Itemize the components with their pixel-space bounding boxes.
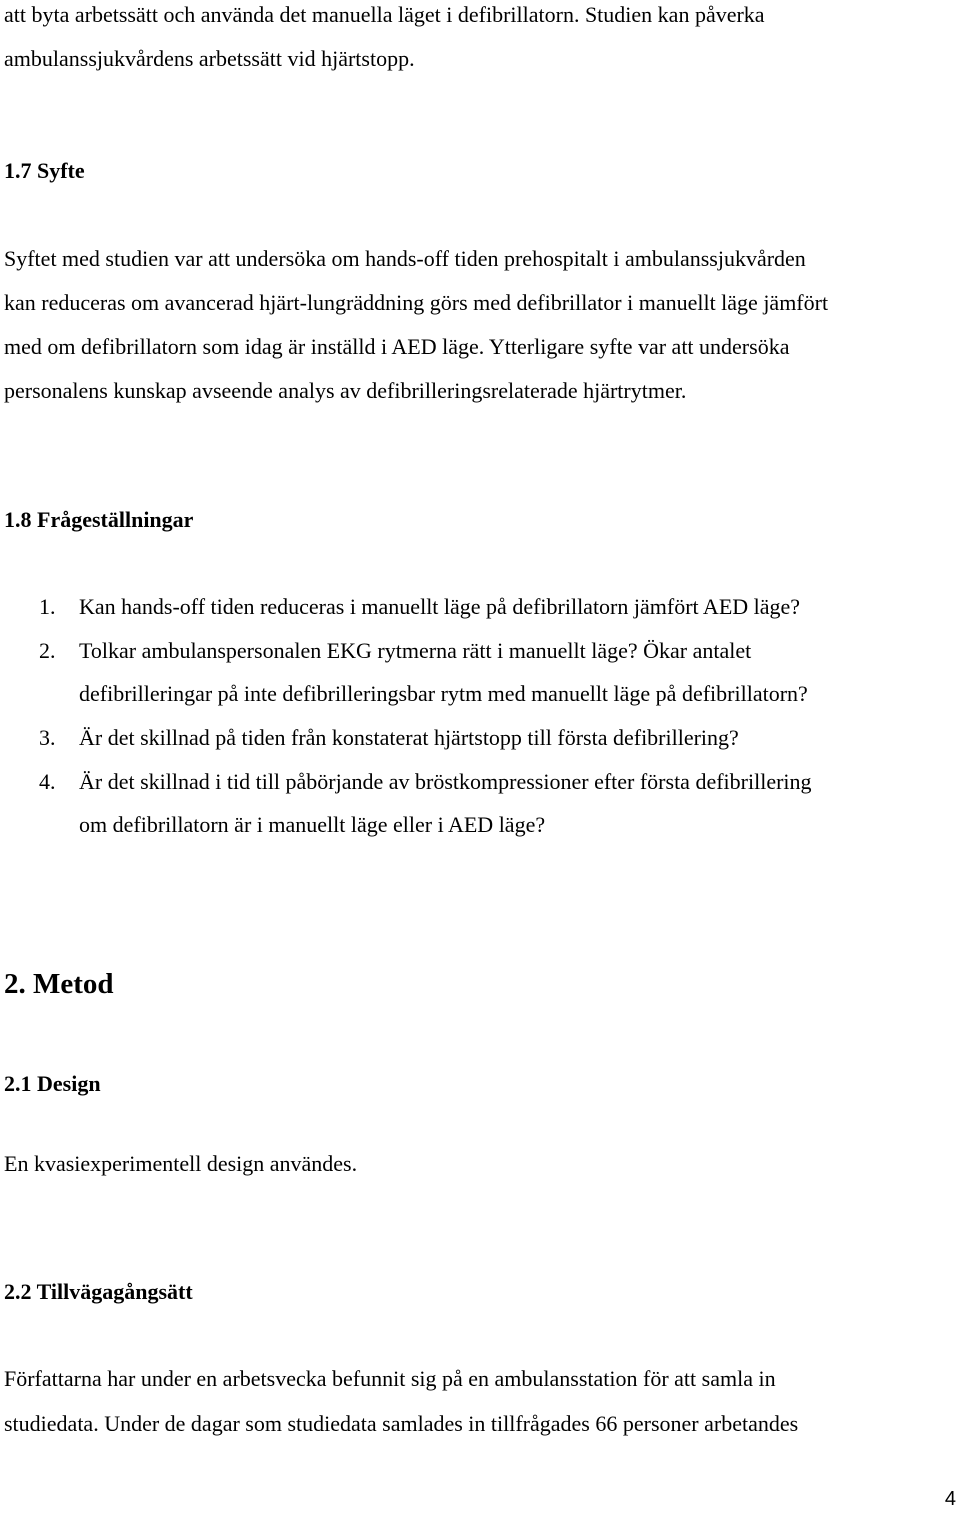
section-heading-syfte: 1.7 Syfte [4, 158, 85, 183]
section-heading-tillvagagangssatt: 2.2 Tillvägagångsätt [4, 1279, 193, 1304]
list-item-number: 3. [39, 725, 56, 750]
list-item-number: 4. [39, 769, 56, 794]
design-text: En kvasiexperimentell design användes. [4, 1151, 358, 1176]
tillvagagangssatt-line-2: studiedata. Under de dagar som studiedata samlades in tillfrågades 66 personer arbetandes [4, 1411, 799, 1436]
section-heading-fragestallningar: 1.8 Frågeställningar [4, 507, 194, 532]
list-item-text: Tolkar ambulanspersonalen EKG rytmerna rätt i manuellt läge? Ökar antalet [79, 638, 752, 663]
page-number: 4 [944, 1488, 956, 1510]
list-item-number: 2. [39, 638, 56, 663]
list-item-text: Är det skillnad på tiden från konstaterat hjärtstopp till första defibrillering? [79, 725, 739, 750]
list-item-text: defibrilleringar på inte defibrilleringsbar rytm med manuellt läge på defibrillatorn? [79, 681, 808, 706]
section-heading-design: 2.1 Design [4, 1071, 101, 1096]
syfte-line-1: Syftet med studien var att undersöka om hands-off tiden prehospitalt i ambulanssjukvården [4, 246, 806, 271]
intro-line-1: att byta arbetssätt och använda det manuella läget i defibrillatorn. Studien kan påverka [4, 2, 765, 27]
syfte-line-3: med om defibrillatorn som idag är inställd i AED läge. Ytterligare syfte var att undersöka [4, 334, 790, 359]
intro-line-2: ambulanssjukvårdens arbetssätt vid hjärtstopp. [4, 46, 415, 71]
list-item-text: om defibrillatorn är i manuellt läge eller i AED läge? [79, 812, 546, 837]
syfte-line-4: personalens kunskap avseende analys av defibrilleringsrelaterade hjärtrytmer. [4, 378, 687, 403]
tillvagagangssatt-line-1: Författarna har under en arbetsvecka befunnit sig på en ambulansstation för att samla in [4, 1366, 776, 1391]
list-item-text: Kan hands-off tiden reduceras i manuellt läge på defibrillatorn jämfört AED läge? [79, 594, 801, 619]
list-item-text: Är det skillnad i tid till påbörjande av bröstkompressioner efter första defibrillering [79, 769, 812, 794]
syfte-line-2: kan reduceras om avancerad hjärt-lungräddning görs med defibrillator i manuellt läge jämfört [4, 290, 829, 315]
list-item-number: 1. [39, 594, 56, 619]
section-heading-metod: 2. Metod [4, 968, 114, 1000]
